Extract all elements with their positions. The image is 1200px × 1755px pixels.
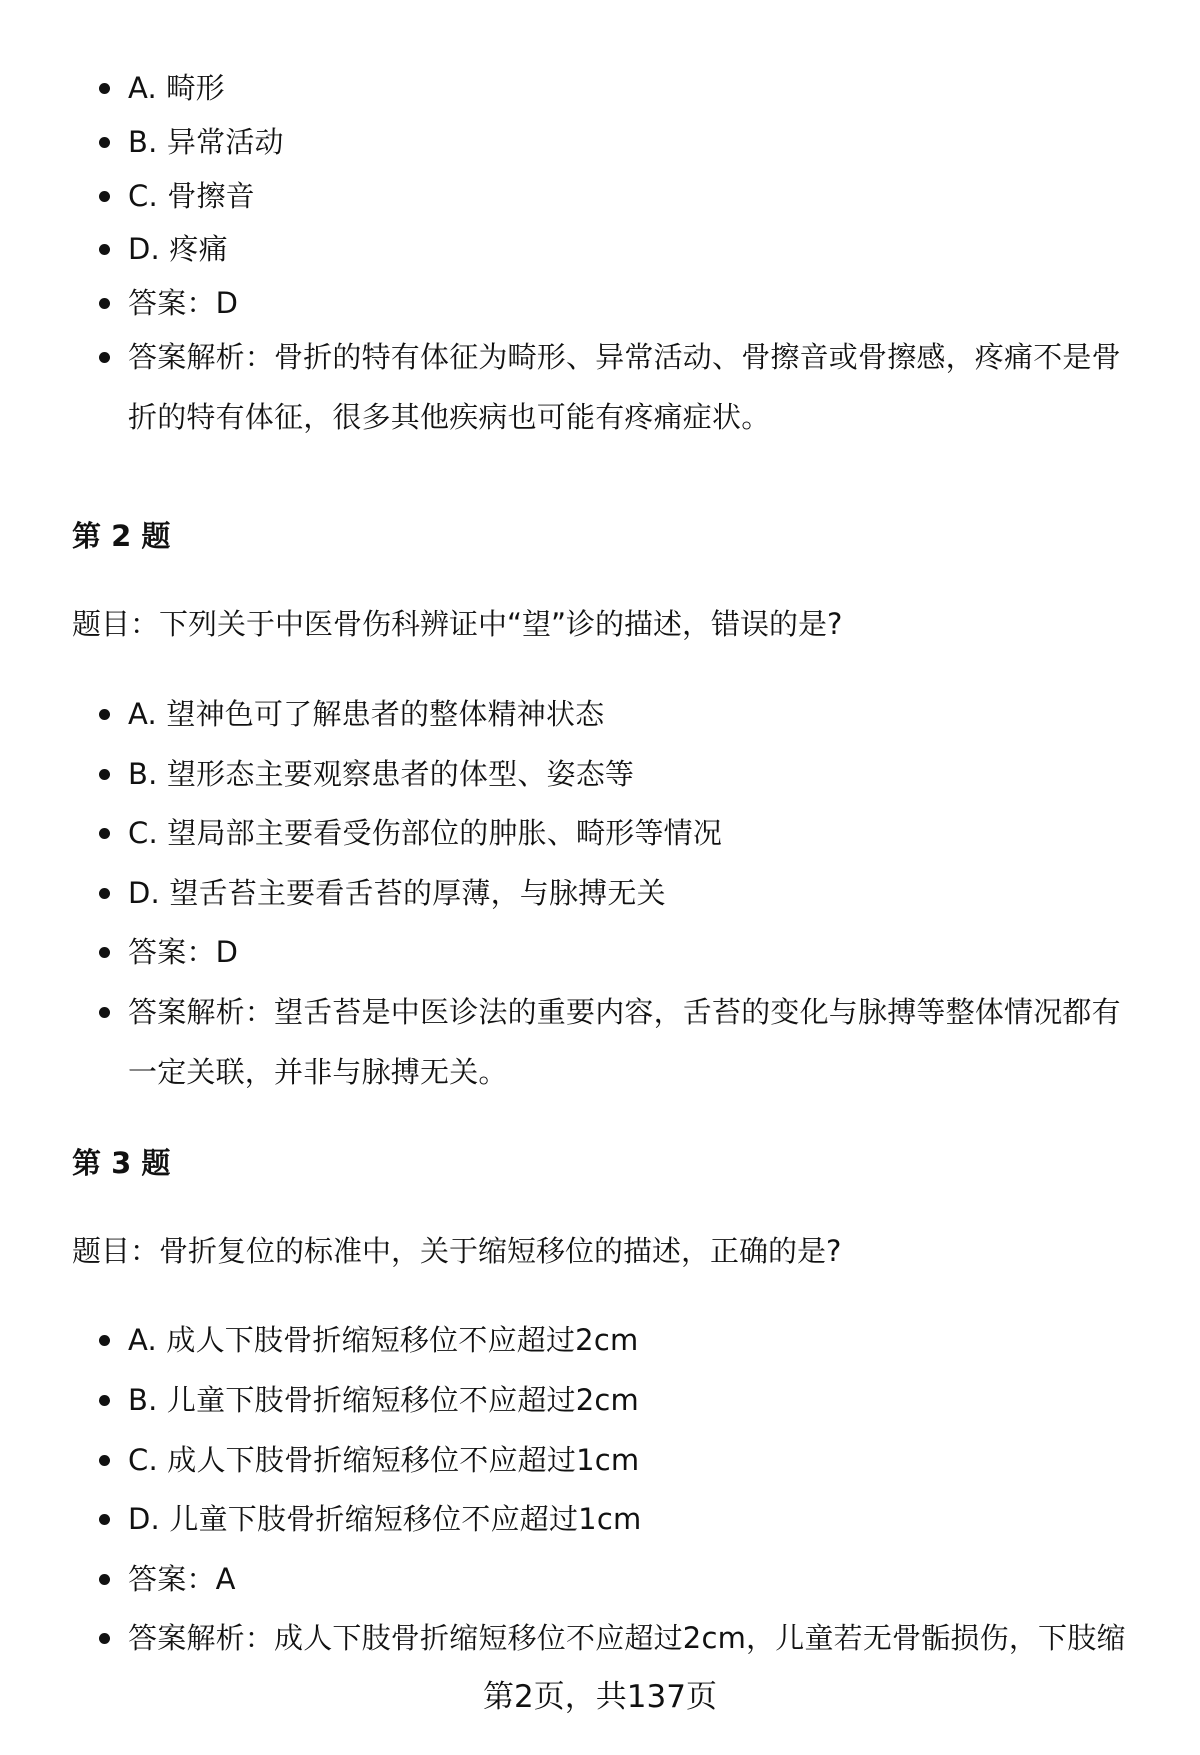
bullet-icon (99, 1455, 110, 1466)
list-item (128, 1549, 1138, 1609)
bullet-icon (99, 1395, 110, 1406)
bullet-icon (99, 244, 110, 255)
bullet-icon (99, 828, 110, 839)
q2-answer: 答案：D (128, 935, 239, 969)
q2-explanation: 答案解析：望舌苔是中医诊法的重要内容，舌苔的变化与脉搏等整体情况都有一定关联，并非与脉搏无关。 (128, 995, 1121, 1089)
q2-option-d: D. 望舌苔主要看舌苔的厚薄，与脉搏无关 (128, 876, 666, 910)
bullet-icon (99, 137, 110, 148)
q2-heading: 第 2 题 (72, 519, 171, 553)
q2-prompt: 题目：下列关于中医骨伤科辨证中“望”诊的描述，错误的是? (72, 607, 843, 641)
bullet-icon (99, 947, 110, 958)
page-number-footer: 第2页，共137页 (483, 1679, 717, 1715)
bullet-icon (99, 1335, 110, 1346)
q3-option-a: A. 成人下肢骨折缩短移位不应超过2cm (128, 1323, 639, 1357)
bullet-icon (99, 1633, 110, 1644)
bullet-icon (99, 1574, 110, 1585)
list-item (128, 684, 1138, 744)
list-item (128, 273, 1138, 333)
bullet-icon (99, 298, 110, 309)
list-item (128, 166, 1138, 226)
q3-option-d: D. 儿童下肢骨折缩短移位不应超过1cm (128, 1502, 642, 1536)
bullet-icon (99, 888, 110, 899)
list-item (128, 1430, 1138, 1490)
bullet-icon (99, 352, 110, 363)
bullet-icon (99, 769, 110, 780)
bullet-icon (99, 709, 110, 720)
bullet-icon (99, 83, 110, 94)
list-item (128, 803, 1138, 863)
list-item (128, 327, 1138, 447)
q2-option-c: C. 望局部主要看受伤部位的肿胀、畸形等情况 (128, 816, 723, 850)
q2-option-b: B. 望形态主要观察患者的体型、姿态等 (128, 757, 635, 791)
q3-option-b: B. 儿童下肢骨折缩短移位不应超过2cm (128, 1383, 639, 1417)
list-item (128, 863, 1138, 923)
list-item (128, 1608, 1138, 1668)
bullet-icon (99, 191, 110, 202)
list-item (128, 744, 1138, 804)
list-item (128, 58, 1138, 118)
q3-answer: 答案：A (128, 1562, 236, 1596)
bullet-icon (99, 1514, 110, 1525)
q1-option-b: B. 异常活动 (128, 125, 284, 159)
q3-explanation: 答案解析：成人下肢骨折缩短移位不应超过2cm，儿童若无骨骺损伤，下肢缩 (128, 1621, 1126, 1655)
q3-option-c: C. 成人下肢骨折缩短移位不应超过1cm (128, 1443, 640, 1477)
list-item (128, 1370, 1138, 1430)
q3-heading: 第 3 题 (72, 1146, 171, 1180)
list-item (128, 219, 1138, 279)
list-item (128, 922, 1138, 982)
q3-prompt: 题目：骨折复位的标准中，关于缩短移位的描述，正确的是? (72, 1234, 842, 1268)
list-item (128, 982, 1138, 1102)
q1-explanation: 答案解析：骨折的特有体征为畸形、异常活动、骨擦音或骨擦感，疼痛不是骨折的特有体征，很多其他疾病也可能有疼痛症状。 (128, 340, 1121, 434)
list-item (128, 112, 1138, 172)
list-item (128, 1489, 1138, 1549)
q1-option-d: D. 疼痛 (128, 232, 228, 266)
q2-option-a: A. 望神色可了解患者的整体精神状态 (128, 697, 605, 731)
bullet-icon (99, 1007, 110, 1018)
q1-answer: 答案：D (128, 286, 239, 320)
list-item (128, 1310, 1138, 1370)
q1-option-a: A. 畸形 (128, 71, 225, 105)
q1-option-c: C. 骨擦音 (128, 179, 255, 213)
